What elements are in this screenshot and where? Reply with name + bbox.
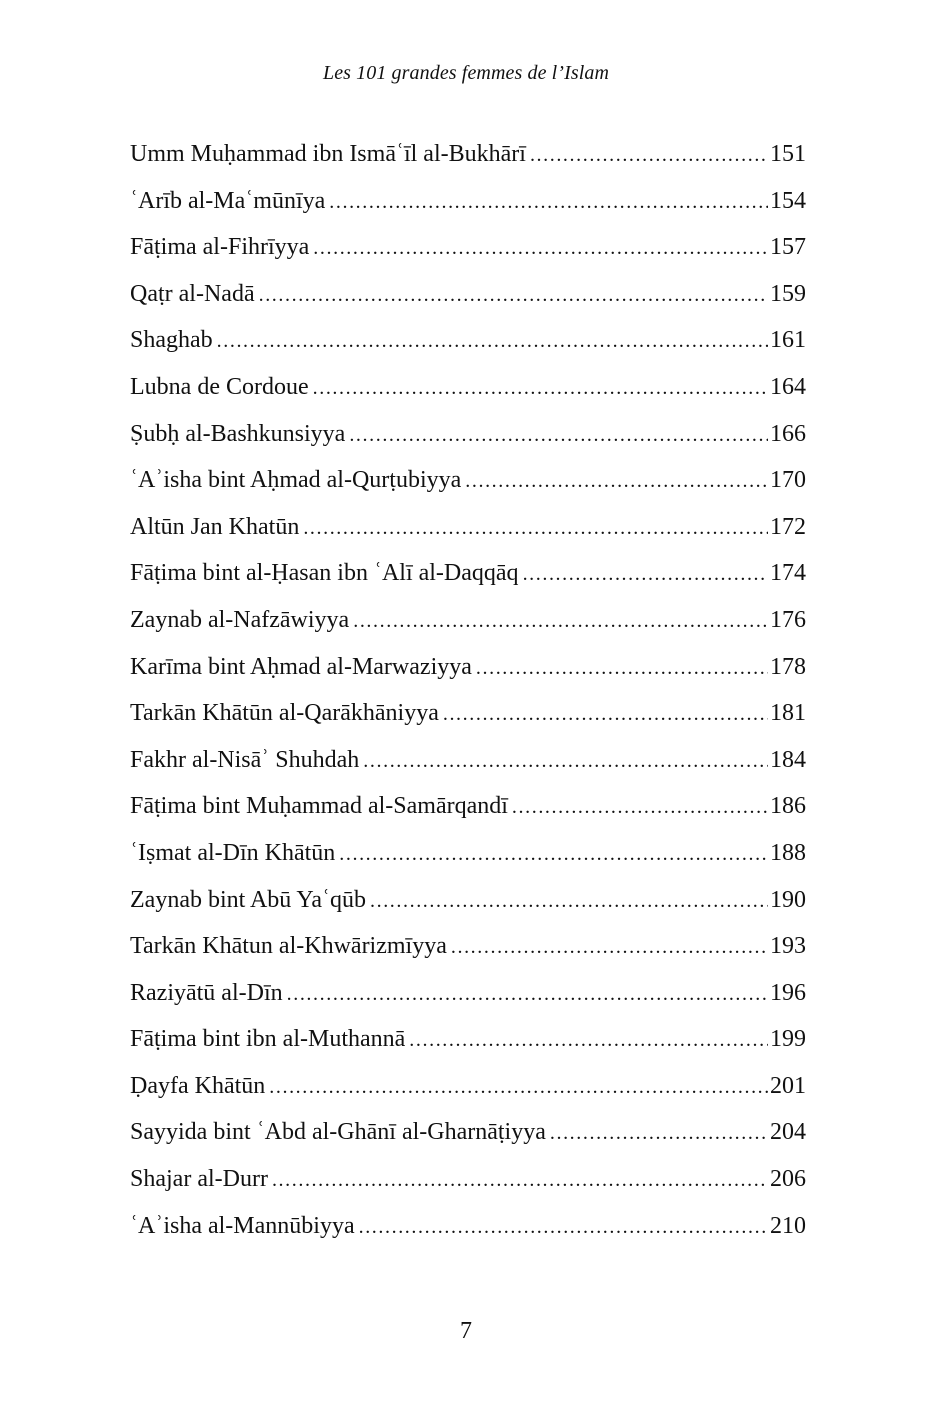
toc-entry-page: 176 bbox=[770, 606, 806, 633]
toc-entry[interactable] bbox=[130, 649, 806, 696]
toc-entry-title: Fāṭima bint Muḥammad al-Samārqandī bbox=[130, 793, 508, 820]
toc-dot-leader bbox=[359, 1209, 768, 1245]
toc-entry-title: Zaynab al-Nafzāwiyya bbox=[130, 606, 350, 633]
toc-entry-page: 196 bbox=[770, 979, 806, 1006]
toc-entry-title: Sayyida bint ʿAbd al-Ghānī al-Gharnāṭiyya bbox=[130, 1119, 546, 1146]
toc-entry[interactable] bbox=[130, 369, 806, 416]
toc-entry-page: 186 bbox=[770, 793, 806, 820]
toc-dot-leader bbox=[512, 789, 768, 825]
toc-entry-title: Shajar al-Durr bbox=[130, 1166, 268, 1193]
toc-entry-title: Altūn Jan Khatūn bbox=[130, 513, 300, 540]
toc-dot-leader bbox=[339, 836, 768, 872]
toc-dot-leader bbox=[287, 976, 768, 1012]
toc-entry[interactable] bbox=[130, 788, 806, 835]
running-header: Les 101 grandes femmes de l’Islam bbox=[322, 62, 610, 84]
toc-entry-title: ʿIṣmat al-Dīn Khātūn bbox=[130, 839, 336, 866]
toc-entry-title: Umm Muḥammad ibn Ismāʿīl al-Bukhārī bbox=[130, 141, 526, 167]
toc-entry[interactable] bbox=[130, 1114, 806, 1161]
toc-entry-page: 164 bbox=[770, 373, 806, 400]
toc-entry-title: Shaghab bbox=[130, 327, 213, 354]
toc-dot-leader bbox=[451, 929, 768, 965]
toc-dot-leader bbox=[313, 230, 768, 266]
toc-entry-title: Zaynab bint Abū Yaʿqūb bbox=[130, 886, 366, 913]
toc-entry-page: 190 bbox=[770, 886, 806, 913]
toc-entry-title: ʿAʾisha al-Mannūbiyya bbox=[130, 1212, 355, 1239]
table-of-contents bbox=[130, 136, 806, 1254]
toc-entry-page: 193 bbox=[770, 933, 806, 960]
toc-entry-page: 166 bbox=[770, 420, 806, 447]
toc-entry-title: ʿAʾisha bint Aḥmad al-Qurṭubiyya bbox=[130, 467, 462, 494]
toc-dot-leader bbox=[465, 463, 768, 499]
toc-entry-page: 159 bbox=[770, 280, 806, 307]
toc-entry-title: Tarkān Khātun al-Khwārizmīyya bbox=[130, 933, 447, 960]
toc-entry-page: 201 bbox=[770, 1072, 806, 1099]
toc-dot-leader bbox=[550, 1115, 768, 1151]
toc-entry[interactable] bbox=[130, 322, 806, 369]
toc-dot-leader bbox=[409, 1022, 768, 1058]
toc-entry-page: 151 bbox=[770, 141, 806, 167]
toc-dot-leader bbox=[269, 1069, 768, 1105]
toc-entry-title: Qaṭr al-Nadā bbox=[130, 280, 255, 307]
toc-entry-page: 184 bbox=[770, 746, 806, 773]
toc-dot-leader bbox=[349, 417, 768, 453]
toc-entry[interactable] bbox=[130, 276, 806, 323]
toc-dot-leader bbox=[370, 883, 768, 919]
toc-dot-leader bbox=[530, 137, 768, 173]
toc-entry[interactable] bbox=[130, 975, 806, 1022]
toc-entry[interactable] bbox=[130, 1021, 806, 1068]
toc-entry[interactable] bbox=[130, 928, 806, 975]
toc-entry-page: 161 bbox=[770, 327, 806, 354]
toc-entry-page: 174 bbox=[770, 560, 806, 587]
toc-entry[interactable] bbox=[130, 742, 806, 789]
toc-dot-leader bbox=[303, 510, 768, 546]
toc-entry[interactable] bbox=[130, 229, 806, 276]
page-number: 7 bbox=[460, 1318, 472, 1344]
toc-dot-leader bbox=[259, 277, 768, 313]
toc-dot-leader bbox=[443, 696, 768, 732]
toc-entry-page: 210 bbox=[770, 1212, 806, 1239]
toc-entry-page: 172 bbox=[770, 513, 806, 540]
toc-entry[interactable] bbox=[130, 695, 806, 742]
toc-dot-leader bbox=[523, 556, 768, 592]
toc-entry[interactable] bbox=[130, 416, 806, 463]
toc-dot-leader bbox=[313, 370, 768, 406]
toc-entry-page: 157 bbox=[770, 234, 806, 261]
toc-entry[interactable] bbox=[130, 462, 806, 509]
toc-entry-title: Raziyātū al-Dīn bbox=[130, 979, 283, 1006]
toc-entry[interactable] bbox=[130, 509, 806, 556]
toc-entry-page: 206 bbox=[770, 1166, 806, 1193]
toc-dot-leader bbox=[363, 743, 768, 779]
toc-entry-title: ʿArīb al-Maʿmūnīya bbox=[130, 187, 326, 214]
toc-entry-title: Karīma bint Aḥmad al-Marwaziyya bbox=[130, 653, 472, 680]
toc-entry[interactable] bbox=[130, 882, 806, 929]
toc-entry-title: Fāṭima bint ibn al-Muthannā bbox=[130, 1026, 406, 1053]
toc-entry[interactable] bbox=[130, 555, 806, 602]
toc-dot-leader bbox=[329, 184, 768, 220]
toc-entry[interactable] bbox=[130, 183, 806, 230]
toc-entry[interactable] bbox=[130, 602, 806, 649]
toc-entry-page: 199 bbox=[770, 1026, 806, 1053]
toc-entry-title: Fāṭima al-Fihrīyya bbox=[130, 234, 310, 261]
toc-dot-leader bbox=[353, 603, 768, 639]
toc-entry-title: Lubna de Cordoue bbox=[130, 373, 309, 400]
toc-entry-page: 178 bbox=[770, 653, 806, 680]
toc-entry-page: 181 bbox=[770, 700, 806, 727]
toc-entry-page: 204 bbox=[770, 1119, 806, 1146]
toc-entry-page: 154 bbox=[770, 187, 806, 214]
toc-entry[interactable] bbox=[130, 1208, 806, 1255]
toc-entry-title: Ṣubḥ al-Bashkunsiyya bbox=[130, 420, 346, 447]
toc-entry-title: Ḍayfa Khātūn bbox=[130, 1072, 266, 1099]
toc-dot-leader bbox=[476, 650, 768, 686]
toc-entry[interactable] bbox=[130, 1068, 806, 1115]
toc-entry-title: Fāṭima bint al-Ḥasan ibn ʿAlī al-Daqqāq bbox=[130, 560, 519, 587]
toc-entry[interactable] bbox=[130, 136, 806, 183]
toc-entry[interactable] bbox=[130, 835, 806, 882]
toc-entry-page: 170 bbox=[770, 467, 806, 494]
toc-entry-page: 188 bbox=[770, 839, 806, 866]
toc-entry-title: Tarkān Khātūn al-Qarākhāniyya bbox=[130, 700, 439, 727]
toc-entry-title: Fakhr al-Nisāʾ Shuhdah bbox=[130, 746, 360, 773]
toc-entry[interactable] bbox=[130, 1161, 806, 1208]
toc-dot-leader bbox=[272, 1162, 768, 1198]
toc-dot-leader bbox=[217, 323, 768, 359]
